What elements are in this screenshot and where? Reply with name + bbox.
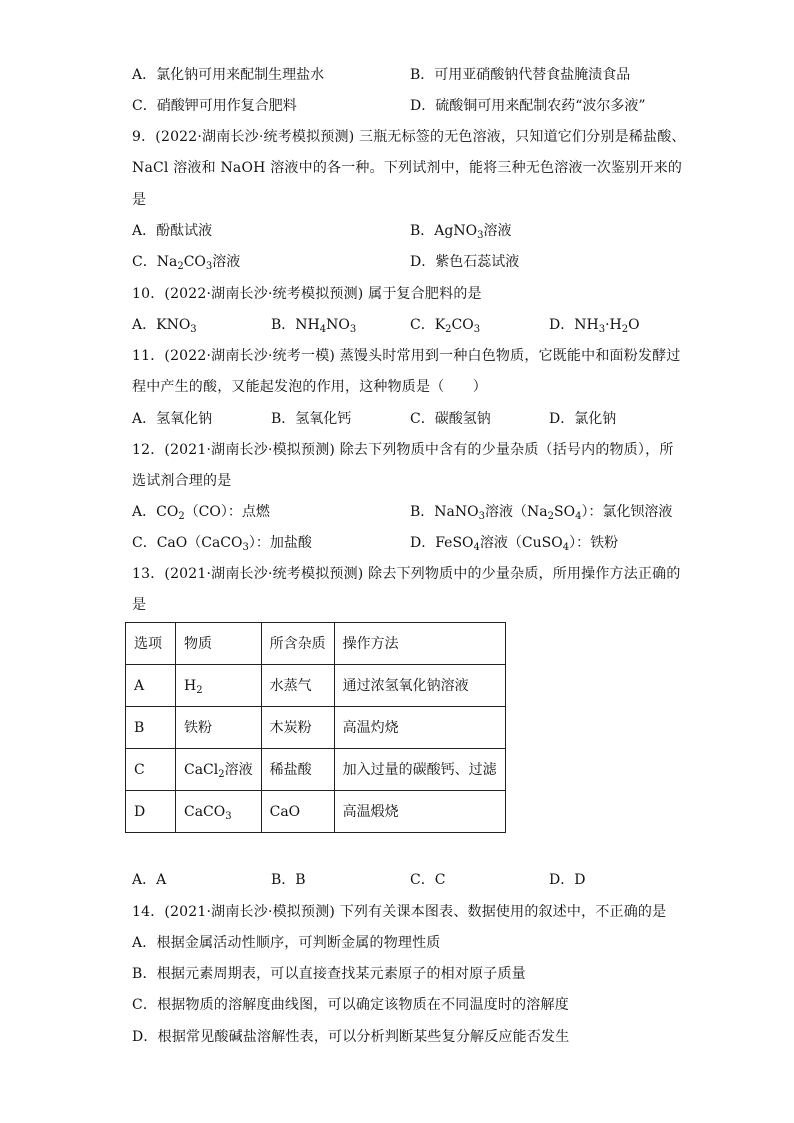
table-header-cell: 物质 <box>176 623 262 665</box>
q9-stem-line3: 是 <box>132 192 147 208</box>
q12-option-b: B．NaNO$_3$溶液$(Na_2SO_4)$：氯化钡溶液 <box>410 504 673 522</box>
table-cell-impurity: 稀盐酸 <box>261 749 334 791</box>
table-cell-option: A <box>126 665 176 707</box>
table-cell-impurity: 水蒸气 <box>261 665 334 707</box>
q14-stem: 14．(2021·湖南长沙·模拟预测) 下列有关课本图表、数据使用的叙述中，不正确的是 <box>132 904 667 920</box>
q13-option-d: D．D <box>549 872 586 888</box>
table-cell-option: D <box>126 791 176 833</box>
q8-option-b: B．可用亚硝酸钠代替食盐腌渍食品 <box>410 67 631 83</box>
q14-option-d: D．根据常见酸碱盐溶解性表，可以分析判断某些复分解反应能否发生 <box>132 1029 570 1045</box>
table-cell-method: 通过浓氢氧化钠溶液 <box>334 665 505 707</box>
q9-stem-line2: NaCl 溶液和 NaOH 溶液中的各一种。下列试剂中，能将三种无色溶液一次鉴别开来的 <box>132 160 683 176</box>
q8-option-d: D．硫酸铜可用来配制农药“波尔多液” <box>410 98 646 114</box>
q12-stem-line1: 12．(2021·湖南长沙·模拟预测) 除去下列物质中含有的少量杂质（括号内的物质），所 <box>132 442 674 458</box>
q11-option-c: C．碳酸氢钠 <box>410 411 491 427</box>
q11-stem-line2: 程中产生的酸，又能起发泡的作用，这种物质是（ ） <box>132 379 487 395</box>
table-row <box>126 665 506 707</box>
q11-option-b: B．氢氧化钙 <box>271 411 352 427</box>
q11-option-d: D．氯化钠 <box>549 411 617 427</box>
q13-option-b: B．B <box>271 872 306 888</box>
q8-option-c: C．硝酸钾可用作复合肥料 <box>132 98 297 114</box>
table-row <box>126 749 506 791</box>
q13-option-c: C．C <box>410 872 446 888</box>
q14-option-b: B．根据元素周期表，可以直接查找某元素原子的相对原子质量 <box>132 966 526 982</box>
table-cell-option: C <box>126 749 176 791</box>
table-row <box>126 707 506 749</box>
q14-option-c: C．根据物质的溶解度曲线图，可以确定该物质在不同温度时的溶解度 <box>132 997 569 1013</box>
q12-option-d: D．FeSO$_4$溶液（CuSO$_4$）：铁粉 <box>410 535 619 553</box>
q12-option-a: A．$CO_2(CO)$：点燃 <box>132 504 270 522</box>
q11-option-a: A．氢氧化钠 <box>132 411 213 427</box>
table-cell-substance: CaCl$_2$溶液 <box>176 749 262 791</box>
table-cell-substance: $H_2$ <box>176 665 262 707</box>
table-cell-method: 高温灼烧 <box>334 707 505 749</box>
table-cell-substance: 铁粉 <box>176 707 262 749</box>
q10-option-a: A．$KNO_3$ <box>132 317 197 335</box>
table-cell-method: 加入过量的碳酸钙、过滤 <box>334 749 505 791</box>
q10-option-d: D．$NH_3\cdot H_2O$ <box>549 317 640 335</box>
q10-stem: 10．(2022·湖南长沙·统考模拟预测) 属于复合肥料的是 <box>132 286 482 302</box>
q9-option-d: D．紫色石蕊试液 <box>410 254 520 270</box>
table-header-cell: 选项 <box>126 623 176 665</box>
q8-option-a: A．氯化钠可用来配制生理盐水 <box>132 67 325 83</box>
table-cell-impurity: 木炭粉 <box>261 707 334 749</box>
q12-stem-line2: 选试剂合理的是 <box>132 473 232 489</box>
q9-stem-line1: 9．(2022·湖南长沙·统考模拟预测) 三瓶无标签的无色溶液，只知道它们分别是稀盐酸、 <box>132 129 686 145</box>
q12-option-c: C．CaO（CaCO$_3$）：加盐酸 <box>132 535 312 553</box>
q10-option-c: C．$K_2CO_3$ <box>410 317 481 335</box>
table-cell-substance: CaCO$_3$ <box>176 791 262 833</box>
q9-option-c: C．$Na_2CO_3$溶液 <box>132 254 241 272</box>
q9-option-b: B．AgNO$_3$溶液 <box>410 223 512 241</box>
q14-option-a: A．根据金属活动性顺序，可判断金属的物理性质 <box>132 935 441 951</box>
table-row <box>126 791 506 833</box>
q9-option-a: A．酚酞试液 <box>132 223 213 239</box>
q13-options-table <box>125 622 506 833</box>
table-header-cell: 所含杂质 <box>261 623 334 665</box>
q11-stem-line1: 11．(2022·湖南长沙·统考一模) 蒸馒头时常用到一种白色物质，它既能中和面粉发酵过 <box>132 348 681 364</box>
table-cell-impurity: CaO <box>261 791 334 833</box>
table-header-cell: 操作方法 <box>334 623 505 665</box>
q13-stem-line1: 13．(2021·湖南长沙·统考模拟预测) 除去下列物质中的少量杂质，所用操作方法正确的 <box>132 566 681 582</box>
q13-stem-line2: 是 <box>132 597 147 613</box>
table-header-row <box>126 623 506 665</box>
q13-option-a: A．A <box>132 872 167 888</box>
q10-option-b: B．$NH_4NO_3$ <box>271 317 357 335</box>
table-cell-method: 高温煅烧 <box>334 791 505 833</box>
table-cell-option: B <box>126 707 176 749</box>
